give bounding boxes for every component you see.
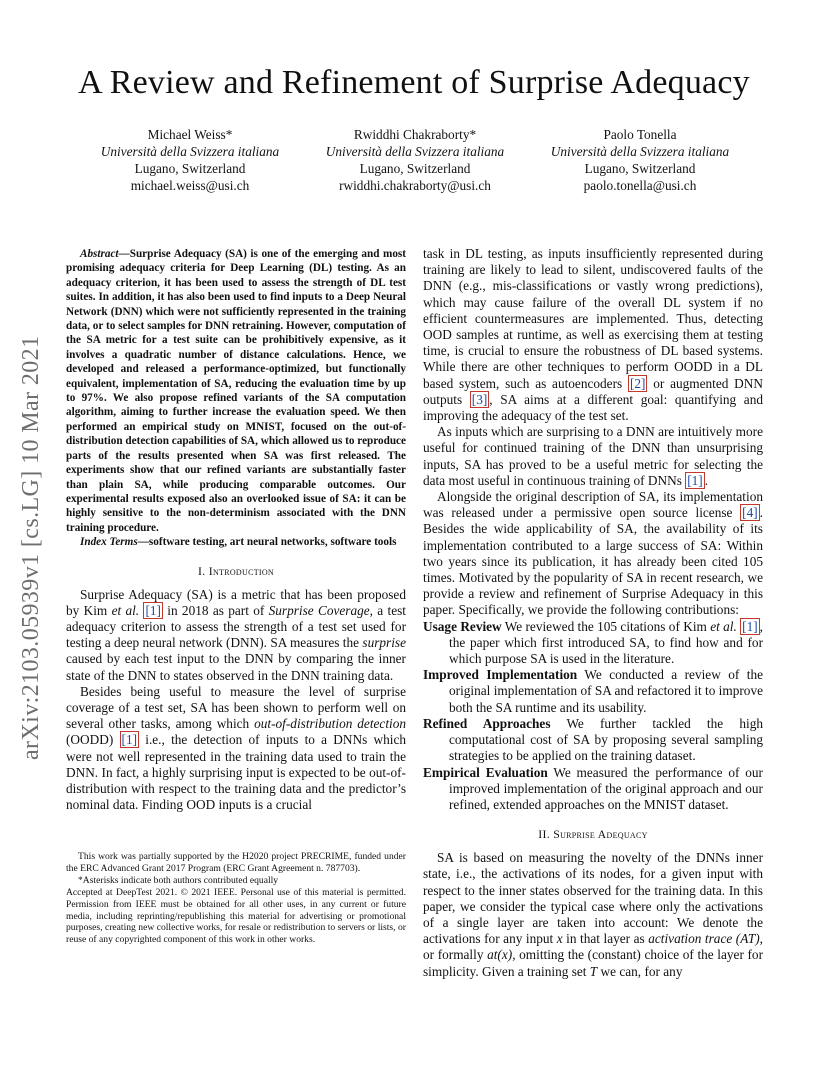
abstract-label: Abstract bbox=[80, 248, 119, 260]
citation-link[interactable]: [1] bbox=[687, 472, 703, 488]
abstract-text: —Surprise Adequacy (SA) is one of the emerging and most promising adequacy criteria for Deep Learning (DL) testing. As an adequacy criterion, it has been used to assess the strength of DL test suites. In addition, it has also been used to find inputs to a Deep Neural Network (DNN) which were not sufficiently represented in the training data, or to select samples for DNN retraining. However, computation of the SA metric for a test suite can be prohibitively expensive, as it involves a quadratic number of distance calculations. Hence, we developed and released a performance-optimized, but functionally equivalent, implementation of SA, reducing the evaluation time by up to 97%. We also propose refined variants of the SA computation algorithm, aiming to further increase the evaluation speed. We then performed an empirical study on MNIST, focused on the out-of-distribution detection capabilities of SA, which allowed us to reproduce parts of the results presented when SA was first released. The experiments show that our refined variants are substantially faster than plain SA, while producing comparable outcomes. Our experimental results exposed also an overlooked issue of SA: it can be highly sensitive to the non-determinism associated with the DNN training procedure. bbox=[66, 248, 406, 534]
text-run: We further tackled the high computational cost of SA by proposing several sampling strategies to be applied on the training dataset. bbox=[449, 715, 763, 764]
paragraph bbox=[66, 587, 406, 684]
contribution-item bbox=[423, 619, 763, 668]
author-affiliation: Università della Svizzera italiana bbox=[550, 144, 730, 159]
math-var: T bbox=[589, 963, 598, 979]
section-heading: II. Surprise Adequacy bbox=[538, 827, 648, 842]
footnote: *Asterisks indicate both authors contributed equally bbox=[78, 874, 279, 886]
author-location: Lugano, Switzerland bbox=[134, 161, 246, 176]
text-run: Surprise Coverage bbox=[268, 602, 370, 618]
author-location: Lugano, Switzerland bbox=[359, 161, 471, 176]
text-run: SA is based on measuring the novelty of the DNNs inner state, i.e., the activations of its nodes, for a given input with respect to the inner states observed for the training data. In this paper, we consider the typical case where only the activations of a single layer are taken into account: We denote the activations for any input bbox=[423, 850, 763, 947]
text-run: we can, for any bbox=[597, 963, 683, 979]
math-var: at(x) bbox=[487, 947, 513, 963]
author-location: Lugano, Switzerland bbox=[584, 161, 696, 176]
contribution-item bbox=[423, 765, 763, 814]
text-run: caused by each test input to the DNN by comparing the inner state of the DNN to states observed in the DNN training data. bbox=[66, 651, 406, 683]
paper-title: A Review and Refinement of Surprise Adequacy bbox=[78, 64, 750, 101]
text-run: , a test adequacy criterion to assess the strength of a test set used for testing a deep neural network (DNN). SA measures the bbox=[66, 602, 406, 651]
citation-link[interactable]: [1] bbox=[742, 618, 758, 634]
right-column bbox=[423, 246, 763, 980]
text-run: activation trace (AT) bbox=[648, 931, 760, 947]
text-run: surprise bbox=[362, 635, 406, 651]
author-name: Rwiddhi Chakraborty* bbox=[353, 127, 477, 142]
text-run: We measured the performance of our improved implementation of the original approach and our refined, extended approaches on the MNIST dataset. bbox=[449, 764, 763, 812]
math-var: x bbox=[556, 931, 563, 947]
text-run: Besides being useful to measure the level of surprise coverage of a test set, SA has been shown to perform well on several other tasks, among which bbox=[66, 683, 406, 732]
author-affiliation: Università della Svizzera italiana bbox=[100, 144, 280, 159]
text-run: task in DL testing, as inputs insufficiently represented during training are likely to lead to silent, undiscovered faults of the DNN (e.g., mis-classifications or vastly wrong predictions), which may cause failure of the overall DL system if no efficient countermeasures are implemented. Thus, detecting OOD samples at runtime, as well as exercising them at testing time, is crucial to ensure the robustness of DL based systems. While there are other techniques to perform OODD in a DL based system, such as autoencoders bbox=[423, 246, 763, 391]
footnotes bbox=[66, 851, 406, 946]
contribution-term: Refined Approaches bbox=[423, 715, 551, 731]
text-run: . Besides the wide applicability of SA, the availability of its implementation contributed to a large success of SA: Within two years since its publication, it has already been cited 105 times. Motivated by the popularity of SA in recent research, we provide a review and refinement of Surprise Adequacy in this paper. Specifically, we provide the following contributions: bbox=[423, 505, 763, 618]
text-run: in that layer as bbox=[562, 931, 649, 947]
paragraph bbox=[423, 424, 763, 489]
abstract bbox=[66, 247, 406, 535]
paragraph bbox=[423, 489, 763, 619]
author-name: Michael Weiss* bbox=[147, 127, 233, 142]
citation-link[interactable]: [1] bbox=[145, 602, 161, 618]
text-run: We reviewed the 105 citations of Kim bbox=[501, 618, 711, 634]
text-run: in 2018 as part of bbox=[162, 602, 269, 618]
text-run: et al. bbox=[111, 602, 140, 618]
author-affiliation: Università della Svizzera italiana bbox=[325, 144, 505, 159]
text-run: , the paper which first introduced SA, to find how and for which purpose SA is used in the literature. bbox=[449, 618, 763, 667]
author-email: rwiddhi.chakraborty@usi.ch bbox=[339, 178, 491, 193]
text-run: , or formally bbox=[423, 931, 763, 963]
index-terms-text: —software testing, art neural networks, software tools bbox=[137, 536, 397, 549]
author-3 bbox=[530, 126, 750, 194]
text-run: . bbox=[704, 472, 709, 488]
text-run: (OODD) bbox=[66, 732, 120, 748]
author-block bbox=[80, 126, 750, 194]
text-run: or augmented DNN outputs bbox=[423, 375, 763, 407]
index-terms-label: Index Terms bbox=[80, 536, 138, 549]
text-run: out-of-distribution detection bbox=[254, 716, 407, 732]
section-heading: I. Introduction bbox=[197, 563, 275, 578]
citation-link[interactable]: [3] bbox=[471, 391, 488, 407]
citation-link[interactable]: [2] bbox=[629, 375, 646, 391]
left-column bbox=[66, 247, 406, 813]
text-run: We conducted a review of the original implementation of SA and refactored it to improve both the SA runtime and its usability. bbox=[449, 667, 763, 715]
text-run: , SA aims at a different goal: quantifying and improving the adequacy of the test set. bbox=[423, 391, 764, 424]
paragraph bbox=[423, 850, 763, 980]
contribution-term: Empirical Evaluation bbox=[423, 764, 548, 780]
author-name: Paolo Tonella bbox=[603, 127, 677, 142]
contribution-item bbox=[423, 667, 763, 716]
text-run: As inputs which are surprising to a DNN are intuitively more useful for continued training of the DNN than unsurprising inputs, SA has proved to be a useful metric for selecting the data most useful in continuous training of DNNs bbox=[423, 424, 763, 488]
contribution-term: Improved Implementation bbox=[423, 667, 578, 683]
citation-link[interactable]: [4] bbox=[742, 505, 758, 521]
author-email: michael.weiss@usi.ch bbox=[130, 178, 250, 193]
paragraph bbox=[423, 246, 763, 424]
footnote: Accepted at DeepTest 2021. © 2021 IEEE. Personal use of this material is permitted. Permission from IEEE must be obtained for all other uses, in any current or future media, including reprinting/republishing this material for advertising or promotional purposes, creating new collective works, for resale or redistribution to servers or lists, or reuse of any copyrighted component of this work in other works. bbox=[66, 886, 406, 946]
index-terms bbox=[66, 535, 406, 549]
text-run: Surprise Adequacy (SA) is a metric that has been proposed by Kim bbox=[66, 586, 406, 618]
footnote: This work was partially supported by the H2020 project PRECRIME, funded under the ERC Advanced Grant 2017 Program (ERC Grant Agreement n. 787703). bbox=[66, 851, 406, 874]
text-run: Alongside the original description of SA, its implementation was released under a permissive open source license bbox=[423, 489, 763, 521]
text-run: et al. bbox=[710, 618, 737, 634]
author-email: paolo.tonella@usi.ch bbox=[583, 178, 697, 193]
author-1 bbox=[80, 126, 300, 194]
text-run: , omitting the (constant) choice of the layer for simplicity. Given a training set bbox=[423, 947, 763, 979]
text-run: i.e., the detection of inputs to a DNNs which were not well represented in the training data used to train the DNN. In fact, a highly surprising input is expected to be out-of-distribution with respect to the training data and the predictor’s nominal data. Finding OOD inputs is a crucial bbox=[66, 732, 407, 813]
contribution-item bbox=[423, 716, 763, 765]
author-2 bbox=[305, 126, 525, 194]
paragraph bbox=[66, 684, 406, 814]
citation-link[interactable]: [1] bbox=[121, 732, 138, 748]
arxiv-stamp: arXiv:2103.05939v1 [cs.LG] 10 Mar 2021 bbox=[18, 335, 44, 760]
contribution-term: Usage Review bbox=[423, 618, 502, 634]
